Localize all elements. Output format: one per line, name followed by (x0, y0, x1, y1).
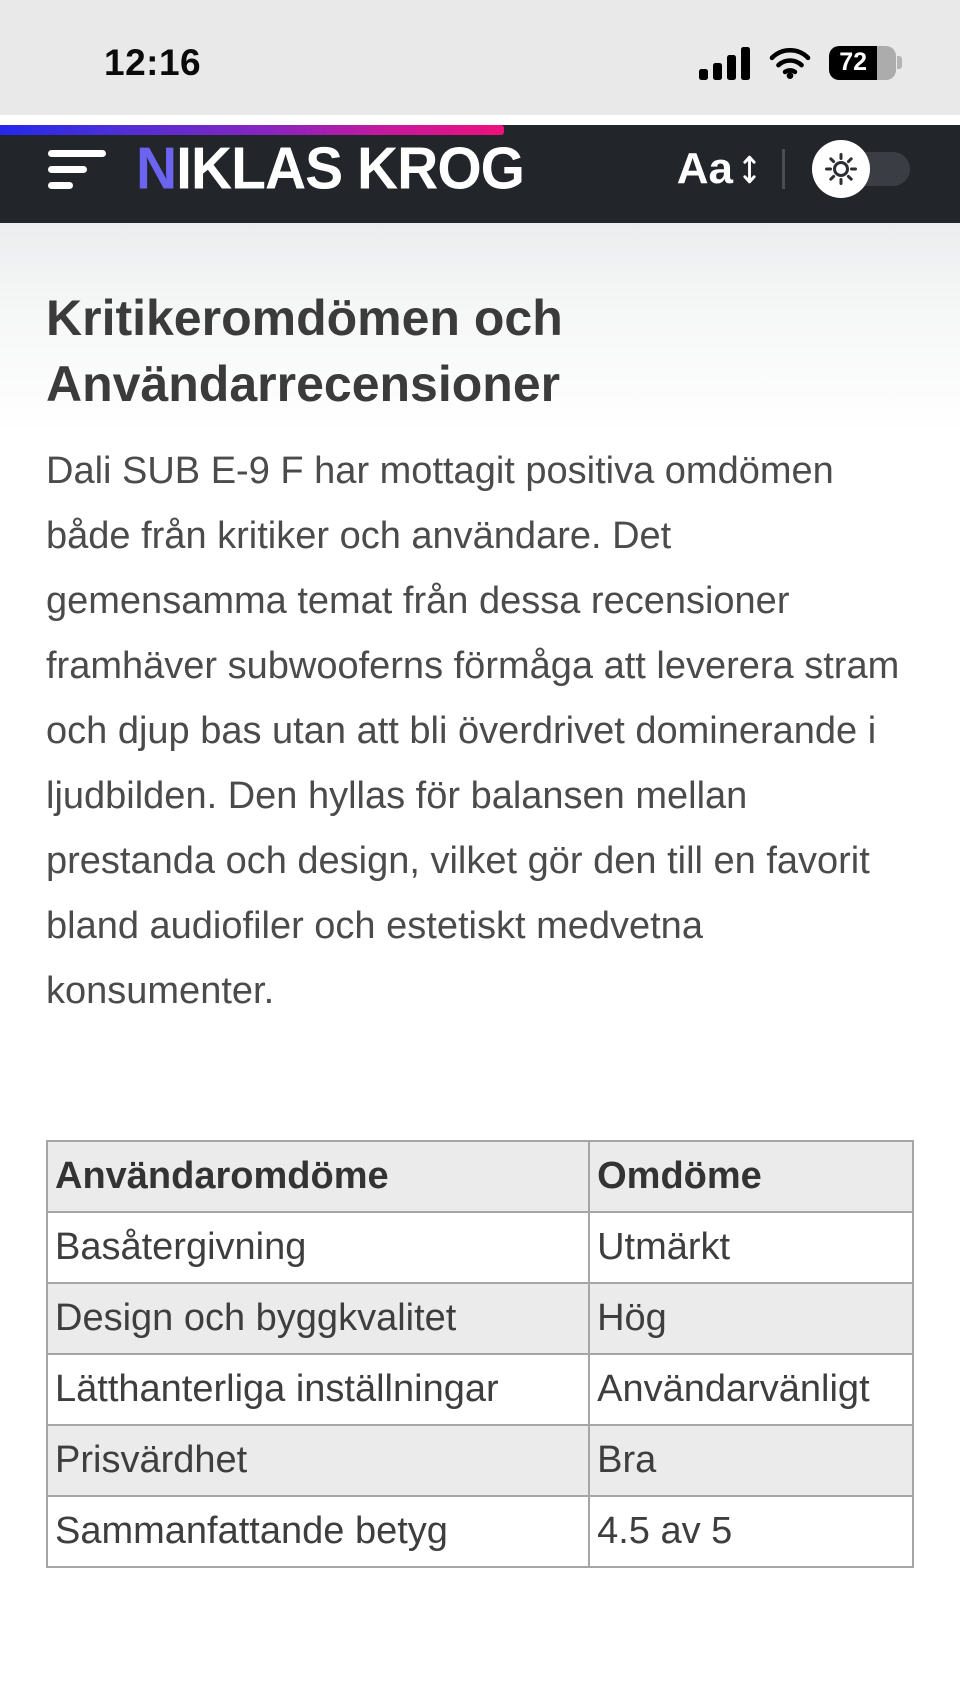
table-cell: Utmärkt (589, 1212, 913, 1283)
theme-toggle[interactable] (812, 140, 910, 198)
theme-toggle-knob (812, 140, 870, 198)
battery-icon (829, 46, 902, 80)
text-size-button[interactable] (676, 144, 757, 193)
menu-icon[interactable] (48, 150, 106, 189)
review-table (46, 1140, 914, 1568)
page-title: Kritikeromdömen och Användarrecensioner (46, 290, 563, 412)
header-divider (782, 149, 785, 189)
text-resize-arrow-icon (742, 154, 757, 185)
cellular-signal-icon (699, 46, 751, 80)
table-cell: Design och byggkvalitet (47, 1283, 589, 1354)
site-logo[interactable] (136, 135, 525, 202)
wifi-icon (768, 46, 812, 79)
table-cell: Sammanfattande betyg (47, 1496, 589, 1567)
reading-progress-track (0, 125, 960, 135)
article-content (0, 223, 960, 1681)
reading-progress-bar (0, 125, 504, 135)
article-paragraph: Dali SUB E-9 F har mottagit positiva omdömen både från kritiker och användare. Det gemensamma temat från dessa recensioner framhäver subwooferns förmåga att leverera stram och djup bas utan att bli överdrivet dominerande i ljudbilden. Den hyllas för balansen mellan prestanda och design, vilket gör den till en favorit bland audiofiler och estetiskt medvetna konsumenter. (46, 450, 900, 1012)
table-header-cell: Omdöme (589, 1141, 913, 1212)
app-header-row (0, 125, 960, 213)
status-icons (699, 46, 902, 80)
table-row (47, 1496, 913, 1567)
table-header-cell: Användaromdöme (47, 1141, 589, 1212)
table-cell: Bra (589, 1425, 913, 1496)
battery-nub (897, 56, 902, 69)
status-time: 12:16 (104, 41, 202, 83)
table-cell: Basåtergivning (47, 1212, 589, 1283)
table-row (47, 1425, 913, 1496)
table-cell: Prisvärdhet (47, 1425, 589, 1496)
site-logo-text: IKLAS KROG (176, 135, 525, 202)
battery-percent: 72 (829, 46, 877, 80)
sun-icon (823, 151, 859, 187)
table-row (47, 1212, 913, 1283)
status-bar (0, 0, 960, 115)
table-row (47, 1354, 913, 1425)
table-cell: Hög (589, 1283, 913, 1354)
table-cell: Lätthanterliga inställningar (47, 1354, 589, 1425)
app-header (0, 125, 960, 223)
table-header-row (47, 1141, 913, 1212)
site-logo-accent-letter: N (136, 135, 177, 202)
text-size-label: Aa (676, 144, 733, 193)
table-row (47, 1283, 913, 1354)
header-actions (677, 140, 910, 198)
table-cell: 4.5 av 5 (589, 1496, 913, 1567)
table-cell: Användarvänligt (589, 1354, 913, 1425)
